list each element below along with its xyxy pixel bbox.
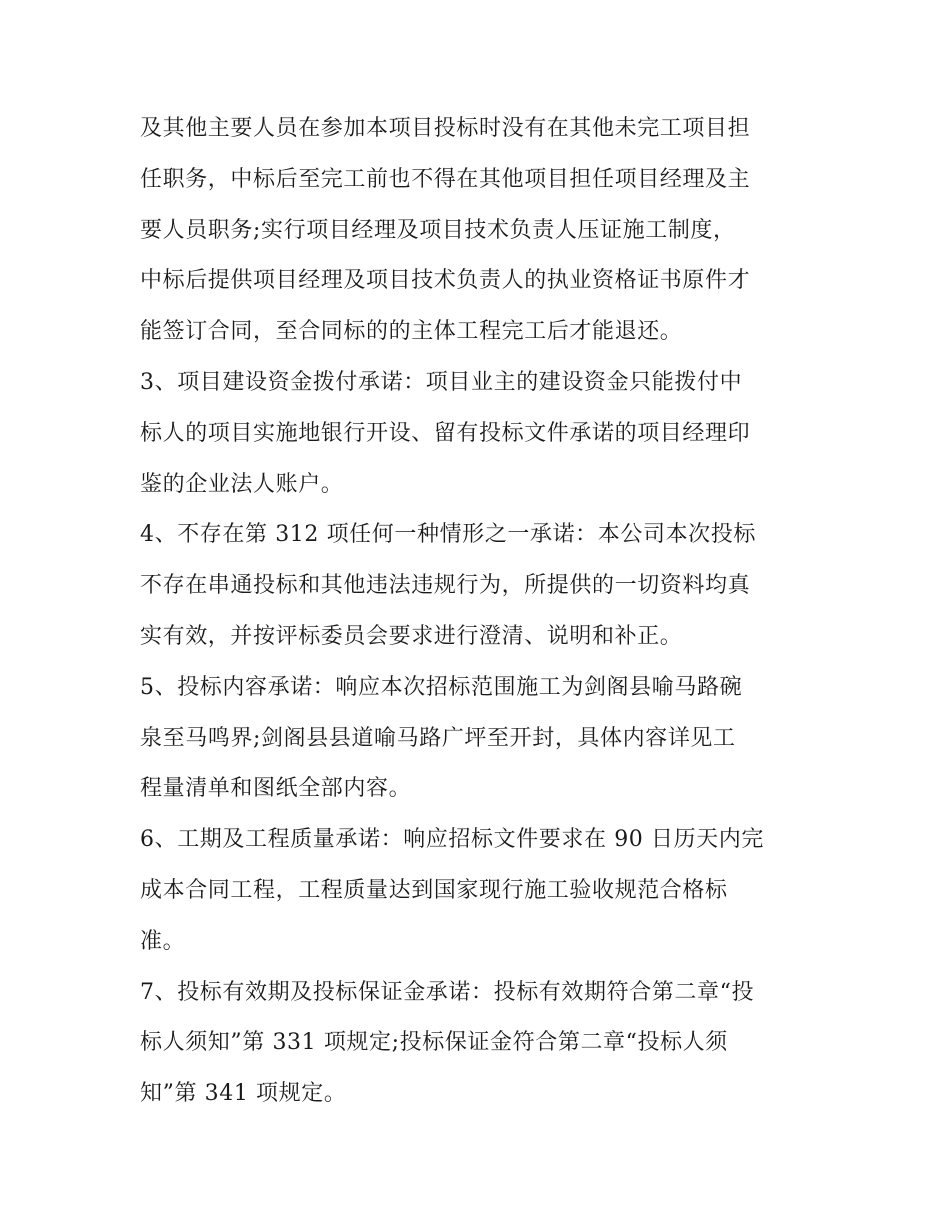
text-line: 准。 [140,928,186,954]
text-line: 标人的项目实施地银行开设、留有投标文件承诺的项目经理印 [140,420,751,446]
text-line: 鉴的企业法人账户。 [140,471,344,497]
text-line: 能签订合同，至合同标的的主体工程完工后才能退还。 [140,319,683,345]
text-line: 不存在串通投标和其他违法违规行为，所提供的一切资料均真 [140,573,751,599]
text-line: 成本合同工程，工程质量达到国家现行施工验收规范合格标 [140,877,728,903]
text-line: 程量清单和图纸全部内容。 [140,776,412,802]
text-line: 4、不存在第 312 项任何一种情形之一承诺：本公司本次投标 [140,522,756,548]
text-line: 及其他主要人员在参加本项目投标时没有在其他未完工项目担 [140,116,751,141]
text-line: 泉至马鸣界;剑阁县县道喻马路广坪至开封，具体内容详见工 [140,725,736,751]
text-line: 中标后提供项目经理及项目技术负责人的执业资格证书原件才 [140,268,751,294]
text-line: 6、工期及工程质量承诺：响应招标文件要求在 90 日历天内完 [140,827,764,853]
text-line: 7、投标有效期及投标保证金承诺：投标有效期符合第二章“投 [140,979,755,1005]
text-line: 任职务，中标后至完工前也不得在其他项目担任项目经理及主 [140,166,751,192]
text-line: 知”第 341 项规定。 [140,1081,347,1107]
text-line: 3、项目建设资金拨付承诺：项目业主的建设资金只能拨付中 [140,369,743,395]
document-body [140,104,812,1120]
text-line: 标人须知”第 331 项规定;投标保证金符合第二章“投标人须 [140,1030,728,1056]
text-line: 要人员职务;实行项目经理及项目技术负责人压证施工制度， [140,217,736,243]
text-line: 5、投标内容承诺：响应本次招标范围施工为剑阁县喻马路碗 [140,674,743,700]
text-line: 实有效，并按评标委员会要求进行澄清、说明和补正。 [140,623,683,649]
